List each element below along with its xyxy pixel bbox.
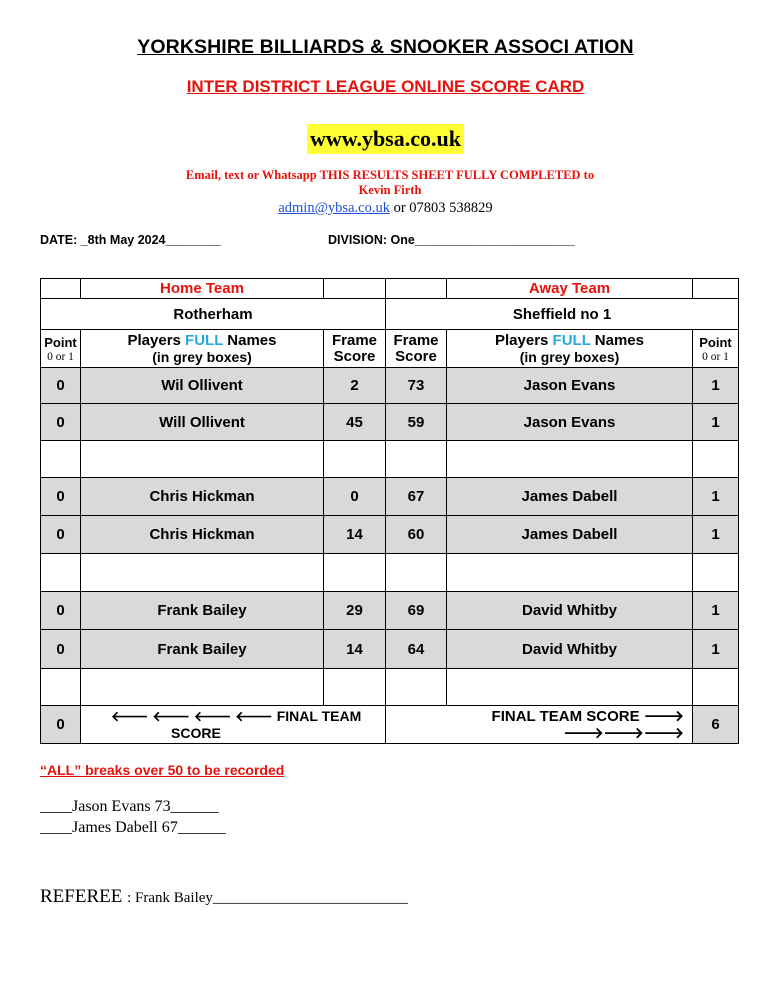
blank-cell (693, 441, 739, 478)
team-label-row (41, 279, 739, 299)
contact-line (0, 200, 771, 217)
submission-instruction (160, 168, 620, 198)
away-player-cell[interactable]: Jason Evans (447, 368, 693, 404)
home-player-cell[interactable]: Frank Bailey (81, 630, 324, 669)
home-point-cell[interactable]: 0 (41, 368, 81, 404)
home-score-cell[interactable]: 45 (324, 404, 386, 441)
blank-cell (693, 669, 739, 706)
home-final-points[interactable]: 0 (41, 706, 81, 744)
away-point-cell[interactable]: 1 (693, 516, 739, 554)
blank-cell (41, 554, 81, 592)
blank-cell (324, 669, 386, 706)
away-player-cell[interactable]: James Dabell (447, 516, 693, 554)
referee-line (40, 886, 408, 908)
home-final-label-line-2: SCORE (171, 724, 221, 741)
away-point-cell[interactable]: 1 (693, 404, 739, 441)
spacer-row (41, 554, 739, 592)
spacer-row (41, 669, 739, 706)
referee-name: : Frank Bailey__________________________ (127, 890, 408, 906)
away-team-label: Away Team (447, 279, 693, 299)
players-sub: (in grey boxes) (152, 348, 252, 365)
date-field: DATE: _8th May 2024________ (40, 233, 222, 247)
home-point-cell[interactable]: 0 (41, 592, 81, 630)
blank-cell (447, 554, 693, 592)
away-point-cell[interactable]: 1 (693, 592, 739, 630)
players-full-label: FULL (552, 331, 591, 349)
blank-cell (324, 554, 386, 592)
players-sub: (in grey boxes) (519, 348, 620, 365)
home-score-cell[interactable]: 0 (324, 478, 386, 516)
home-score-cell[interactable]: 14 (324, 516, 386, 554)
phone-number: or 07803 538829 (393, 200, 493, 216)
players-full-label: FULL (185, 331, 224, 349)
blank-cell (386, 554, 447, 592)
team-name-row (41, 299, 739, 330)
frame-row (41, 516, 739, 554)
away-point-header (693, 330, 739, 368)
home-players-header (81, 330, 324, 368)
blank-cell (41, 669, 81, 706)
away-point-cell[interactable]: 1 (693, 478, 739, 516)
home-player-cell[interactable]: Frank Bailey (81, 592, 324, 630)
home-player-cell[interactable]: Will Ollivent (81, 404, 324, 441)
away-final-points[interactable]: 6 (693, 706, 739, 744)
home-point-cell[interactable]: 0 (41, 516, 81, 554)
away-team-name: Sheffield no 1 (386, 299, 739, 330)
away-score-cell[interactable]: 59 (386, 404, 447, 441)
home-final-label-line-1: 🡐 🡐 🡐 🡐 FINAL TEAM (111, 707, 362, 724)
home-score-cell[interactable]: 14 (324, 630, 386, 669)
division-label: DIVISION (328, 233, 383, 247)
division-field (328, 233, 575, 247)
blank-cell (324, 279, 386, 299)
blank-cell (386, 669, 447, 706)
home-player-cell[interactable]: Wil Ollivent (81, 368, 324, 404)
division-value: : One_______________________ (382, 233, 575, 247)
blank-cell (324, 441, 386, 478)
final-score-row (41, 706, 739, 744)
point-sub: 0 or 1 (47, 350, 74, 363)
frame-label: Frame (393, 331, 439, 349)
home-point-header (41, 330, 81, 368)
away-score-cell[interactable]: 60 (386, 516, 447, 554)
away-player-cell[interactable]: Jason Evans (447, 404, 693, 441)
players-label: Players (495, 331, 553, 349)
website-wrapper (0, 124, 771, 154)
breaks-note: “ALL” breaks over 50 to be recorded (40, 762, 285, 778)
score-card-title: INTER DISTRICT LEAGUE ONLINE SCORE CARD (186, 77, 585, 96)
home-player-cell[interactable]: Chris Hickman (81, 478, 324, 516)
away-player-cell[interactable]: James Dabell (447, 478, 693, 516)
frame-label: Frame (331, 331, 378, 349)
away-score-cell[interactable]: 73 (386, 368, 447, 404)
players-label: Players (127, 331, 186, 349)
away-frame-score-header (386, 330, 447, 368)
away-final-label: FINAL TEAM SCORE 🡒 🡒🡒🡒 (386, 706, 693, 744)
blank-cell (386, 279, 447, 299)
spacer-row (41, 441, 739, 478)
blank-cell (386, 441, 447, 478)
away-players-header (447, 330, 693, 368)
blank-cell (81, 669, 324, 706)
break-entry: ____Jason Evans 73______ (40, 798, 219, 815)
players-names-label: Names (590, 331, 644, 349)
score-label: Score (333, 347, 376, 365)
frame-row (41, 478, 739, 516)
home-score-cell[interactable]: 2 (324, 368, 386, 404)
home-player-cell[interactable]: Chris Hickman (81, 516, 324, 554)
referee-label: REFEREE (40, 886, 123, 907)
score-table (40, 278, 739, 744)
frame-row (41, 404, 739, 441)
home-team-name: Rotherham (41, 299, 386, 330)
away-score-cell[interactable]: 67 (386, 478, 447, 516)
away-score-cell[interactable]: 69 (386, 592, 447, 630)
email-link[interactable]: admin@ybsa.co.uk (278, 200, 390, 216)
instruction-line-1: Email, text or Whatsapp THIS RESULTS SHEET FULLY COMPLETED to (185, 168, 595, 182)
frame-row (41, 592, 739, 630)
blank-cell (447, 669, 693, 706)
home-team-label: Home Team (81, 279, 324, 299)
players-names-label: Names (223, 331, 277, 349)
away-score-cell[interactable]: 64 (386, 630, 447, 669)
blank-cell (81, 554, 324, 592)
instruction-line-2: Kevin Firth (358, 183, 422, 197)
blank-cell (693, 554, 739, 592)
home-final-label (81, 706, 386, 744)
column-header-row (41, 330, 739, 368)
point-sub: 0 or 1 (702, 350, 729, 363)
frame-row (41, 630, 739, 669)
frame-row (41, 368, 739, 404)
score-label: Score (395, 347, 437, 365)
website-link[interactable]: www.ybsa.co.uk (307, 124, 464, 154)
blank-cell (81, 441, 324, 478)
away-point-cell[interactable]: 1 (693, 630, 739, 669)
home-point-cell[interactable]: 0 (41, 630, 81, 669)
home-score-cell[interactable]: 29 (324, 592, 386, 630)
blank-cell (41, 279, 81, 299)
break-entry: ____James Dabell 67______ (40, 819, 226, 836)
away-player-cell[interactable]: David Whitby (447, 592, 693, 630)
point-label: Point (44, 334, 77, 350)
blank-cell (41, 441, 81, 478)
away-player-cell[interactable]: David Whitby (447, 630, 693, 669)
point-label: Point (699, 334, 732, 350)
home-point-cell[interactable]: 0 (41, 478, 81, 516)
home-frame-score-header (324, 330, 386, 368)
home-point-cell[interactable]: 0 (41, 404, 81, 441)
away-point-cell[interactable]: 1 (693, 368, 739, 404)
blank-cell (693, 279, 739, 299)
blank-cell (447, 441, 693, 478)
association-title: YORKSHIRE BILLIARDS & SNOOKER ASSOCI ATION (137, 36, 634, 58)
